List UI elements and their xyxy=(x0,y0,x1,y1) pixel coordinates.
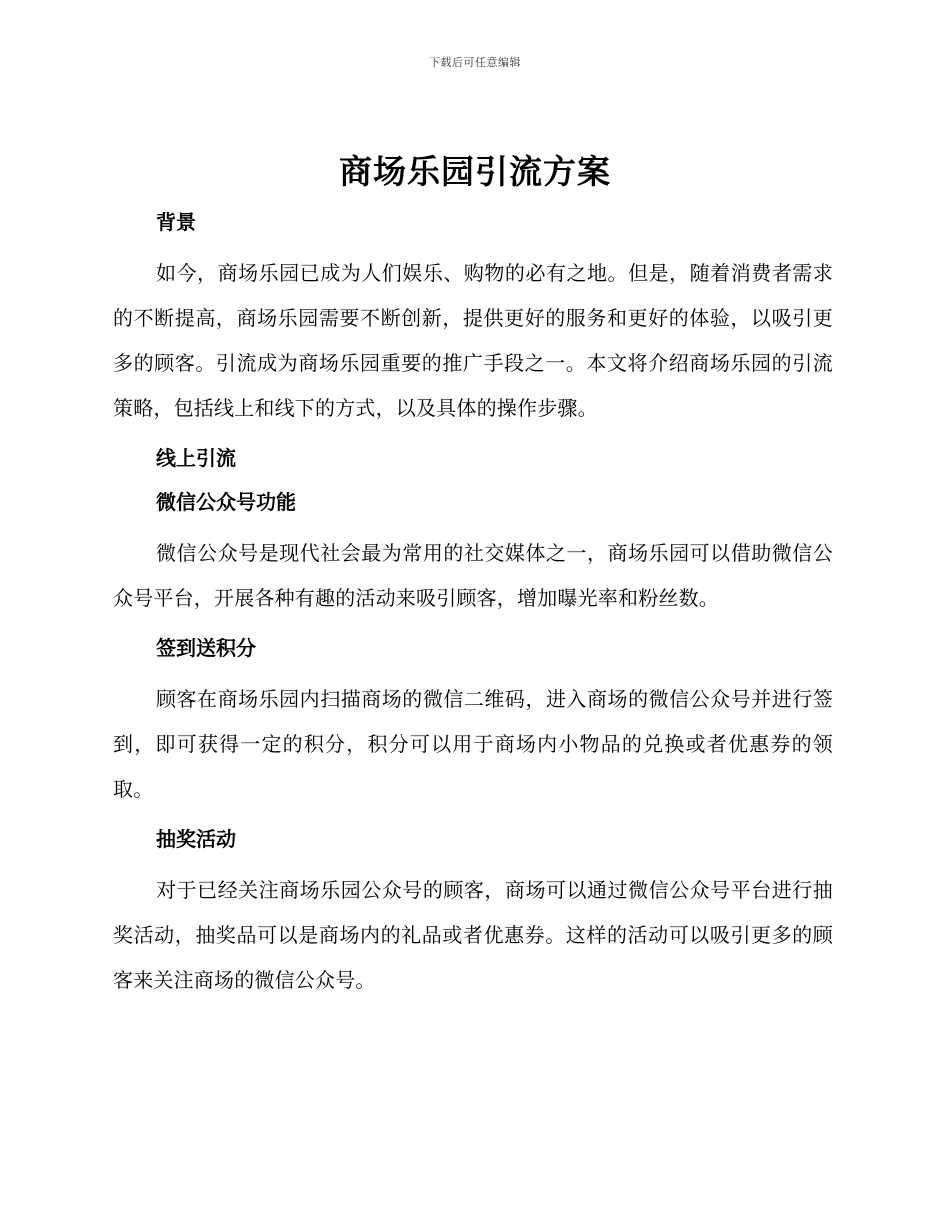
document-title: 商场乐园引流方案 xyxy=(339,152,611,191)
paragraph-lottery: 对于已经关注商场乐园公众号的顾客，商场可以通过微信公众号平台进行抽奖活动，抽奖品可以是商场内的礼品或者优惠券。这样的活动可以吸引更多的顾客来关注商场的微信公众号。 xyxy=(113,878,833,992)
paragraph-wechat-account: 微信公众号是现代社会最为常用的社交媒体之一，商场乐园可以借助微信公众号平台，开展各种有趣的活动来吸引顾客，增加曝光率和粉丝数。 xyxy=(113,541,833,610)
paragraph-checkin-points: 顾客在商场乐园内扫描商场的微信二维码，进入商场的微信公众号并进行签到，即可获得一定的积分，积分可以用于商场内小物品的兑换或者优惠券的领取。 xyxy=(113,687,833,801)
header-note: 下载后可任意编辑 xyxy=(429,56,521,69)
section-heading-checkin-points: 签到送积分 xyxy=(156,636,256,660)
document-body xyxy=(113,205,833,1003)
paragraph-background: 如今，商场乐园已成为人们娱乐、购物的必有之地。但是，随着消费者需求的不断提高，商场乐园需要不断创新，提供更好的服务和更好的体验，以吸引更多的顾客。引流成为商场乐园重要的推广手段之一。本文将介绍商场乐园的引流策略，包括线上和线下的方式，以及具体的操作步骤。 xyxy=(113,261,833,420)
section-heading-wechat-account: 微信公众号功能 xyxy=(156,490,296,514)
section-heading-lottery: 抽奖活动 xyxy=(156,827,236,851)
section-heading-background: 背景 xyxy=(156,210,196,234)
section-heading-online-traffic: 线上引流 xyxy=(156,446,236,470)
